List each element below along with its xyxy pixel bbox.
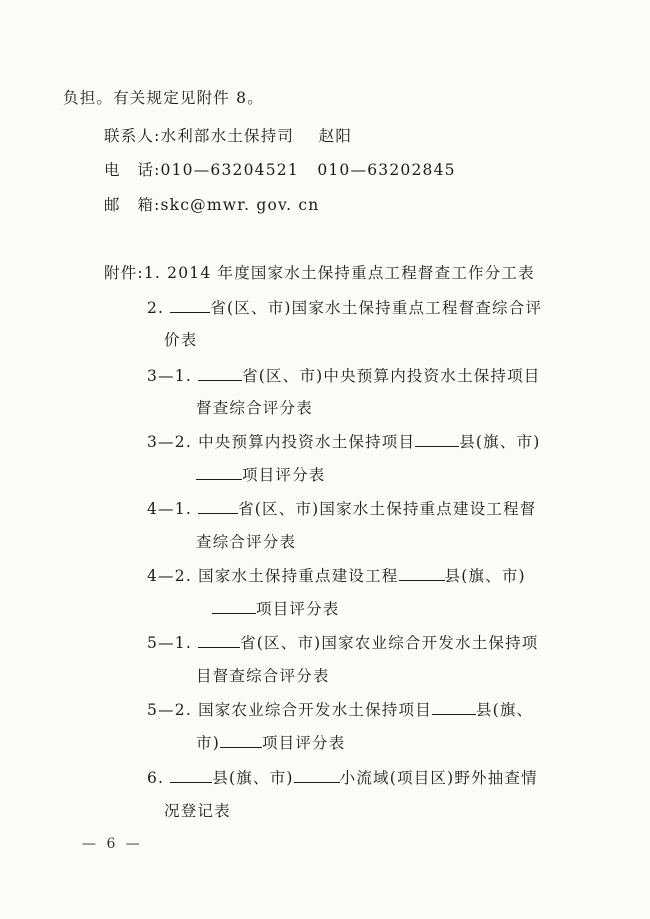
page-number: — 6 — bbox=[82, 836, 143, 852]
fill-blank bbox=[196, 465, 242, 480]
contact-org: 水利部水土保持司 bbox=[160, 127, 295, 145]
attachment-item-2-cont: 价表 bbox=[164, 331, 198, 349]
email-line bbox=[104, 195, 319, 215]
fill-blank bbox=[170, 298, 210, 313]
attachment-item-3-2-cont: 项目评分表 bbox=[196, 465, 326, 485]
attachment-item-5-2-cont: 市) 项目评分表 bbox=[196, 734, 346, 752]
attachment-item-3-1-cont: 督查综合评分表 bbox=[196, 399, 313, 417]
email-label: 邮 箱: bbox=[104, 196, 161, 214]
attachment-item-3-2: 3—2. 中央预算内投资水土保持项目 县(旗、市) bbox=[147, 433, 541, 451]
attachment-item-6-cont: 况登记表 bbox=[164, 802, 231, 820]
attachment-item-5-2: 5—2. 国家农业综合开发水土保持项目 县(旗、 bbox=[147, 701, 534, 719]
attachment-item-4-1: 4—1. 省(区、市)国家水土保持重点建设工程督 bbox=[147, 500, 537, 518]
attachment-item-4-2-cont: 项目评分表 bbox=[212, 599, 340, 619]
phone-line bbox=[104, 160, 456, 180]
fill-blank bbox=[198, 633, 240, 648]
attachment-item-2: 2. 省(区、市)国家水土保持重点工程督查综合评 bbox=[147, 299, 543, 317]
email-address: skc@mwr. gov. cn bbox=[160, 196, 320, 214]
fill-blank bbox=[198, 499, 238, 514]
fill-blank bbox=[415, 432, 459, 447]
fill-blank bbox=[212, 599, 256, 614]
contact-label: 联系人: bbox=[104, 127, 161, 145]
fill-blank bbox=[294, 768, 340, 783]
fill-blank bbox=[220, 733, 262, 748]
attachment-item-4-2: 4—2. 国家水土保持重点建设工程 县(旗、市) bbox=[147, 567, 526, 585]
attachment-item-4-1-cont: 查综合评分表 bbox=[196, 533, 297, 551]
fill-blank bbox=[432, 700, 476, 715]
contact-person-line bbox=[104, 126, 352, 146]
phone-label: 电 话: bbox=[104, 161, 161, 179]
attachment-item-6: 6. 县(旗、市) 小流域(项目区)野外抽查情 bbox=[147, 769, 538, 787]
attachment-item-5-1: 5—1. 省(区、市)国家农业综合开发水土保持项 bbox=[147, 634, 539, 652]
attachment-item-5-1-cont: 目督查综合评分表 bbox=[196, 667, 330, 685]
attachments-heading: 附件: bbox=[104, 264, 144, 282]
continuation-line: 负担。有关规定见附件 8。 bbox=[63, 89, 264, 107]
attachment-item-1: 附件:1. 2014 年度国家水土保持重点工程督查工作分工表 bbox=[104, 264, 535, 282]
fill-blank bbox=[198, 366, 242, 381]
attachment-item-3-1: 3—1. 省(区、市)中央预算内投资水土保持项目 bbox=[147, 367, 541, 385]
fill-blank bbox=[399, 566, 445, 581]
phone-number-1: 010—63204521 bbox=[160, 161, 299, 179]
contact-person: 赵阳 bbox=[318, 127, 353, 145]
phone-number-2: 010—63202845 bbox=[317, 161, 456, 179]
fill-blank bbox=[170, 768, 212, 783]
